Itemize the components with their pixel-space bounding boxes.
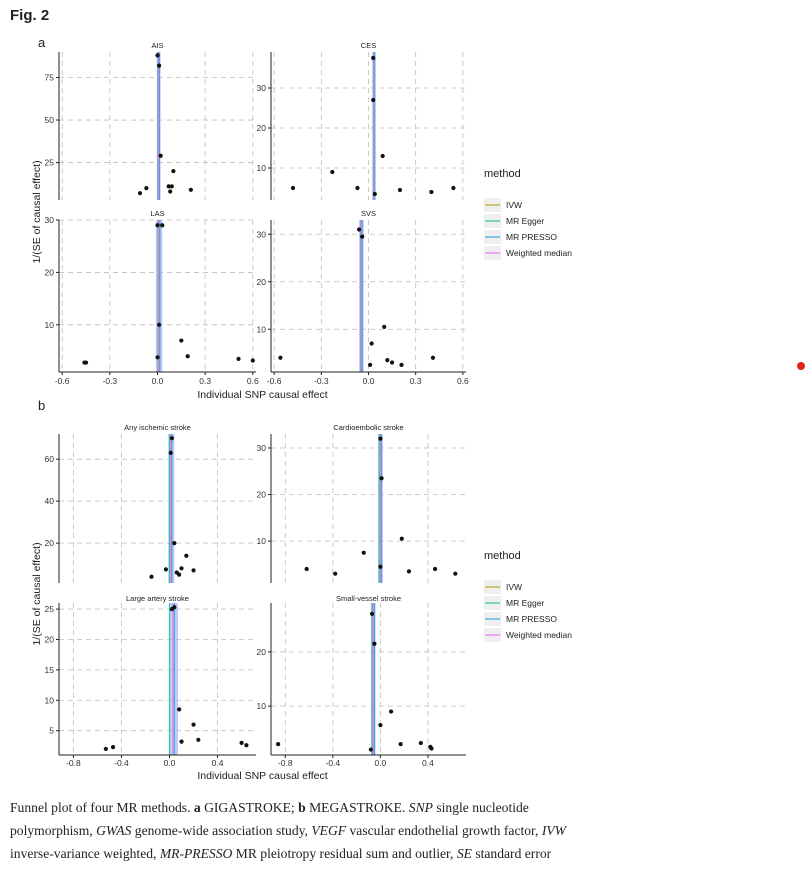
- data-point: [390, 360, 394, 364]
- data-point: [382, 325, 386, 329]
- caption-def: vascular endothelial growth factor,: [346, 823, 542, 838]
- facet-plot: [268, 220, 466, 375]
- facet-plot: [268, 52, 466, 200]
- y-tick-label: 10: [256, 324, 266, 335]
- red-dot-marker: [797, 362, 805, 370]
- data-point: [179, 338, 183, 342]
- data-point: [251, 358, 255, 362]
- caption-def: genome-wide association study,: [131, 823, 312, 838]
- data-point: [291, 186, 295, 190]
- y-tick-label: 20: [256, 489, 266, 500]
- y-tick-label: 75: [44, 72, 54, 83]
- caption-def: MR pleiotropy residual sum and outlier,: [232, 846, 457, 861]
- confidence-band: [170, 603, 178, 755]
- caption-term: VEGF: [311, 823, 347, 838]
- y-tick-label: 20: [44, 538, 54, 549]
- legend-item-label: MR Egger: [506, 598, 545, 608]
- caption-term: GWAS: [96, 823, 132, 838]
- caption-term: MR-PRESSO: [159, 846, 233, 861]
- data-point: [172, 541, 176, 545]
- data-point: [360, 235, 364, 239]
- legend-item-label: MR PRESSO: [506, 232, 558, 242]
- data-point: [170, 184, 174, 188]
- data-point: [379, 476, 383, 480]
- data-point: [433, 567, 437, 571]
- data-point: [170, 436, 174, 440]
- data-point: [276, 742, 280, 746]
- data-point: [278, 356, 282, 360]
- y-tick-label: 20: [44, 267, 54, 278]
- data-point: [111, 745, 115, 749]
- data-point: [333, 572, 337, 576]
- x-tick-label: -0.4: [325, 758, 341, 768]
- x-tick-label: 0.0: [374, 758, 387, 768]
- x-tick-label: 0.4: [211, 758, 224, 768]
- data-point: [171, 169, 175, 173]
- x-tick-label: 0.6: [246, 376, 259, 386]
- facet-plot: [268, 603, 466, 758]
- x-tick-label: -0.4: [114, 758, 129, 768]
- x-tick-label: -0.8: [277, 758, 293, 768]
- y-axis-title: 1/(SE of causal effect): [31, 542, 43, 646]
- caption-b-text: MEGASTROKE.: [305, 800, 409, 815]
- data-point: [371, 98, 375, 102]
- data-point: [330, 170, 334, 174]
- legend-title: method: [484, 168, 521, 180]
- caption-def: standard error: [471, 846, 552, 861]
- x-axis-title: Individual SNP causal effect: [197, 389, 328, 401]
- caption-term: SE: [456, 846, 472, 861]
- y-tick-label: 50: [44, 115, 54, 126]
- y-tick-label: 10: [44, 319, 54, 330]
- y-tick-label: 5: [49, 725, 54, 736]
- caption-b-label: b: [298, 800, 306, 815]
- y-tick-label: 20: [256, 123, 266, 133]
- facet-plot: [56, 603, 256, 758]
- facet-plot: [56, 220, 256, 375]
- data-point: [357, 227, 361, 231]
- facet-title: AIS: [151, 41, 164, 50]
- data-point: [196, 738, 200, 742]
- x-tick-label: 0.4: [422, 758, 434, 768]
- y-tick-label: 10: [256, 163, 266, 173]
- data-point: [400, 537, 404, 541]
- data-point: [155, 355, 159, 359]
- x-tick-label: 0.0: [151, 376, 164, 386]
- caption-term: SNP: [408, 800, 433, 815]
- data-point: [155, 223, 159, 227]
- legend-title: method: [484, 550, 521, 562]
- y-tick-label: 20: [256, 276, 266, 287]
- y-tick-label: 20: [44, 634, 54, 645]
- data-point: [429, 746, 433, 750]
- x-tick-label: 0.3: [409, 376, 422, 386]
- data-point: [169, 451, 173, 455]
- facet-plot: [56, 52, 256, 200]
- data-point: [355, 186, 359, 190]
- y-tick-label: 25: [44, 604, 54, 615]
- legend-item-label: MR PRESSO: [506, 614, 558, 624]
- data-point: [453, 572, 457, 576]
- data-point: [381, 154, 385, 158]
- x-axis-title: Individual SNP causal effect: [197, 770, 328, 782]
- panel-label: a: [38, 35, 46, 50]
- legend-item-label: IVW: [506, 200, 523, 210]
- y-tick-label: 40: [44, 496, 54, 507]
- caption-def: single nucleotide polymorphism,: [10, 800, 529, 838]
- data-point: [378, 723, 382, 727]
- caption-a-text: GIGASTROKE;: [200, 800, 299, 815]
- data-point: [84, 360, 88, 364]
- data-point: [244, 743, 248, 747]
- data-point: [378, 437, 382, 441]
- data-point: [179, 740, 183, 744]
- x-tick-label: 0.3: [199, 376, 212, 386]
- facet-title: Small-vessel stroke: [335, 594, 402, 603]
- y-tick-label: 10: [44, 695, 54, 706]
- data-point: [399, 363, 403, 367]
- figure-caption: [10, 796, 610, 865]
- data-point: [157, 64, 161, 68]
- data-point: [170, 607, 174, 611]
- data-point: [189, 188, 193, 192]
- data-point: [371, 56, 375, 60]
- data-point: [177, 573, 181, 577]
- legend-item-label: IVW: [506, 582, 523, 592]
- data-point: [155, 53, 159, 57]
- facet-plot: [56, 434, 256, 583]
- x-tick-label: -0.3: [102, 376, 118, 386]
- data-point: [389, 709, 393, 713]
- facet-title: Large artery stroke: [126, 594, 189, 603]
- data-point: [429, 190, 433, 194]
- facet-title: LAS: [150, 209, 165, 218]
- facet-title: Cardioembolic stroke: [333, 423, 404, 432]
- data-point: [373, 192, 377, 196]
- data-point: [370, 612, 374, 616]
- x-tick-label: 0.6: [456, 376, 469, 386]
- y-tick-label: 10: [256, 536, 266, 547]
- data-point: [372, 642, 376, 646]
- caption-prefix: Funnel plot of four MR methods.: [10, 800, 194, 815]
- y-tick-label: 30: [256, 229, 266, 240]
- y-axis-title: 1/(SE of causal effect): [31, 160, 43, 264]
- data-point: [157, 323, 161, 327]
- y-tick-label: 30: [44, 215, 54, 225]
- data-point: [177, 707, 181, 711]
- data-point: [164, 567, 168, 571]
- data-point: [398, 188, 402, 192]
- data-point: [191, 723, 195, 727]
- caption-a-label: a: [193, 800, 201, 815]
- caption-def: inverse-variance weighted,: [10, 846, 160, 861]
- data-point: [191, 568, 195, 572]
- facet-title: Any ischemic stroke: [124, 423, 191, 432]
- data-point: [399, 742, 403, 746]
- y-tick-label: 25: [44, 157, 54, 168]
- data-point: [451, 186, 455, 190]
- data-point: [370, 341, 374, 345]
- data-point: [368, 363, 372, 367]
- figure-title: Fig. 2: [10, 7, 50, 24]
- data-point: [239, 741, 243, 745]
- facet-title: SVS: [360, 209, 377, 218]
- data-point: [407, 569, 411, 573]
- data-point: [305, 567, 309, 571]
- data-point: [431, 356, 435, 360]
- legend-item-label: Weighted median: [506, 248, 572, 258]
- caption-term: IVW: [541, 823, 566, 838]
- data-point: [385, 358, 389, 362]
- x-tick-label: -0.6: [54, 376, 70, 386]
- data-point: [186, 354, 190, 358]
- data-point: [236, 357, 240, 361]
- data-point: [378, 565, 382, 569]
- data-point: [179, 566, 183, 570]
- data-point: [138, 191, 142, 195]
- x-tick-label: -0.8: [66, 758, 81, 768]
- data-point: [184, 554, 188, 558]
- legend-item-label: Weighted median: [506, 630, 572, 640]
- y-tick-label: 15: [44, 664, 54, 675]
- legend-item-label: MR Egger: [506, 216, 545, 226]
- facet-plot: [268, 434, 466, 583]
- facet-title: CES: [360, 41, 377, 50]
- data-point: [362, 551, 366, 555]
- y-tick-label: 20: [256, 646, 266, 657]
- panel-label: b: [38, 398, 46, 413]
- data-point: [144, 186, 148, 190]
- data-point: [168, 189, 172, 193]
- data-point: [369, 747, 373, 751]
- data-point: [419, 741, 423, 745]
- x-tick-label: 0.0: [163, 758, 176, 768]
- data-point: [104, 747, 108, 751]
- x-tick-label: 0.0: [362, 376, 375, 386]
- data-point: [149, 575, 153, 579]
- data-point: [159, 154, 163, 158]
- x-tick-label: -0.6: [266, 376, 282, 386]
- y-tick-label: 30: [256, 83, 266, 93]
- y-tick-label: 10: [256, 701, 266, 712]
- data-point: [160, 223, 164, 227]
- x-tick-label: -0.3: [313, 376, 329, 386]
- y-tick-label: 60: [44, 454, 54, 465]
- y-tick-label: 30: [256, 442, 266, 453]
